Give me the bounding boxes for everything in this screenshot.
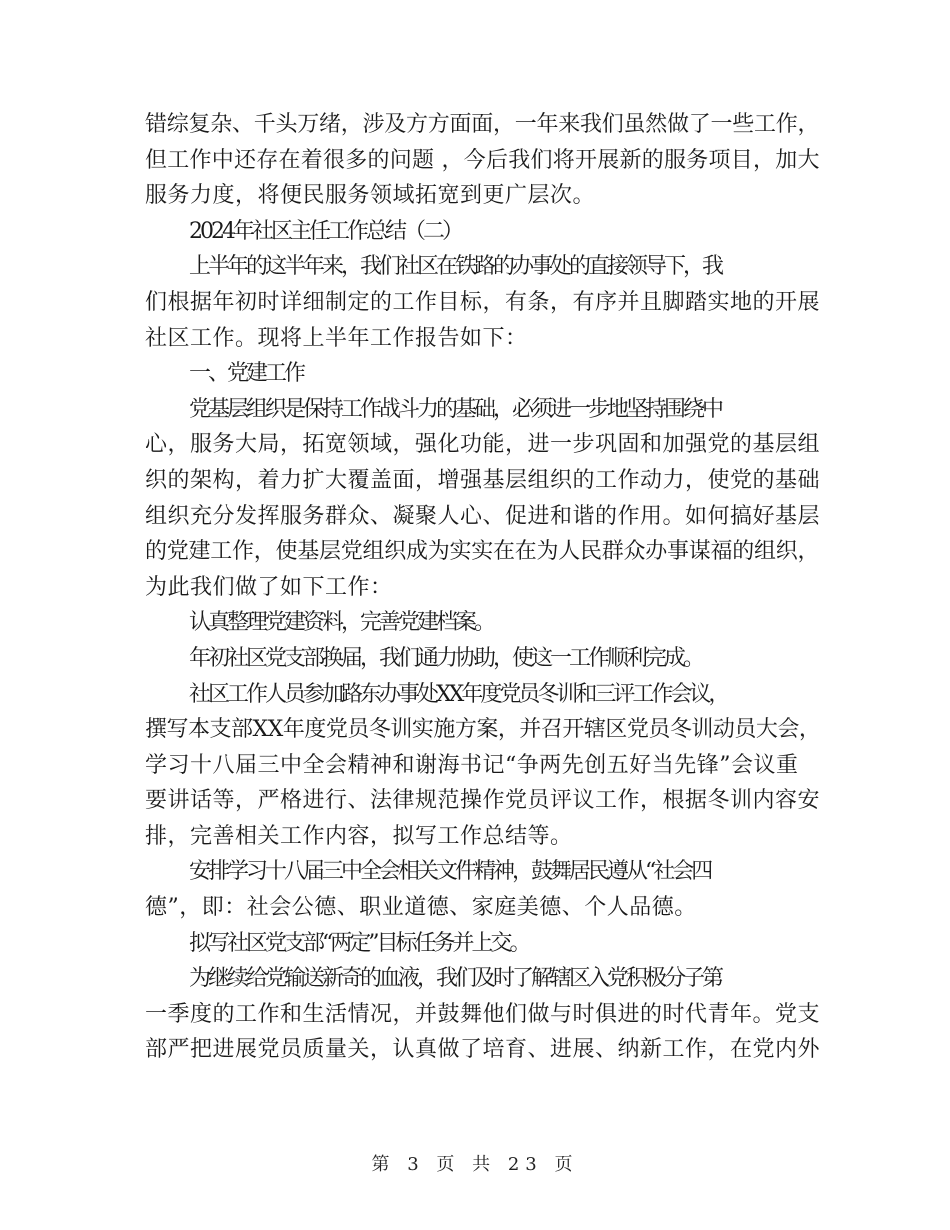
text-line: 2024年社区主任工作总结（二） (189, 218, 461, 244)
text-line: 的党建工作，使基层党组织成为实实在在为人民群众办事谋福的组织， (145, 539, 820, 565)
text-line: 撰写本支部XX年度党员冬训实施方案，并召开辖区党员冬训动员大会， (145, 717, 821, 743)
text-line: 为继续给党输送新奇的血液，我们及时了解辖区入党积极分子第 (189, 966, 722, 992)
text-line: 要讲话等，严格进行、法律规范操作党员评议工作，根据冬训内容安 (145, 788, 821, 814)
text-line: 德”，即：社会公德、职业道德、家庭美德、个人品德。 (145, 895, 697, 921)
text-line: 但工作中还存在着很多的问题 ，今后我们将开展新的服务项目，加大 (145, 147, 820, 173)
text-line: 一季度的工作和生活情况，并鼓舞他们做与时俱进的时代青年。党支 (145, 1001, 821, 1027)
text-line: 社区工作人员参加路东办事处XX年度党员冬训和三评工作会议， (189, 681, 728, 707)
text-line: 织的架构，着力扩大覆盖面，增强基层组织的工作动力，使党的基础 (145, 467, 821, 493)
text-line: 排，完善相关工作内容，拟写工作总结等。 (145, 823, 573, 849)
text-line: 党基层组织是保持工作战斗力的基础，必须进一步地坚持围绕中 (189, 396, 722, 422)
text-line: 心，服务大局，拓宽领域，强化功能，进一步巩固和加强党的基层组 (145, 432, 821, 458)
text-line: 年初社区党支部换届，我们通力协助，使这一工作顺利完成。 (189, 645, 703, 671)
text-line: 为此我们做了如下工作： (145, 574, 393, 600)
document-body (145, 107, 821, 1068)
text-line: 服务力度，将便民服务领域拓宽到更广层次。 (145, 183, 596, 209)
page-footer: 第 3 页 共 23 页 (371, 1154, 579, 1175)
text-line: 认真整理党建资料，完善党建档案。 (189, 610, 494, 636)
text-line: 部严把进展党员质量关，认真做了培育、进展、纳新工作，在党内外 (145, 1037, 821, 1063)
text-line: 一、党建工作 (189, 361, 304, 387)
text-line: 上半年的这半年来，我们社区在铁路的办事处的直接领导下，我 (189, 254, 722, 280)
text-line: 学习十八届三中全会精神和谢海书记“争两先创五好当先锋”会议重 (145, 752, 799, 778)
text-line: 组织充分发挥服务群众、凝聚人心、促进和谐的作用。如何搞好基层 (145, 503, 821, 529)
text-line: 拟写社区党支部“两定”目标任务并上交。 (189, 930, 529, 956)
text-line: 安排学习十八届三中全会相关文件精神，鼓舞居民遵从“社会四 (189, 859, 711, 885)
text-line: 错综复杂、千头万绪，涉及方方面面，一年来我们虽然做了一些工作， (145, 112, 820, 137)
text-line: 们根据年初时详细制定的工作目标，有条，有序并且脚踏实地的开展 (145, 289, 821, 315)
text-line: 社区工作。现将上半年工作报告如下： (145, 325, 528, 351)
